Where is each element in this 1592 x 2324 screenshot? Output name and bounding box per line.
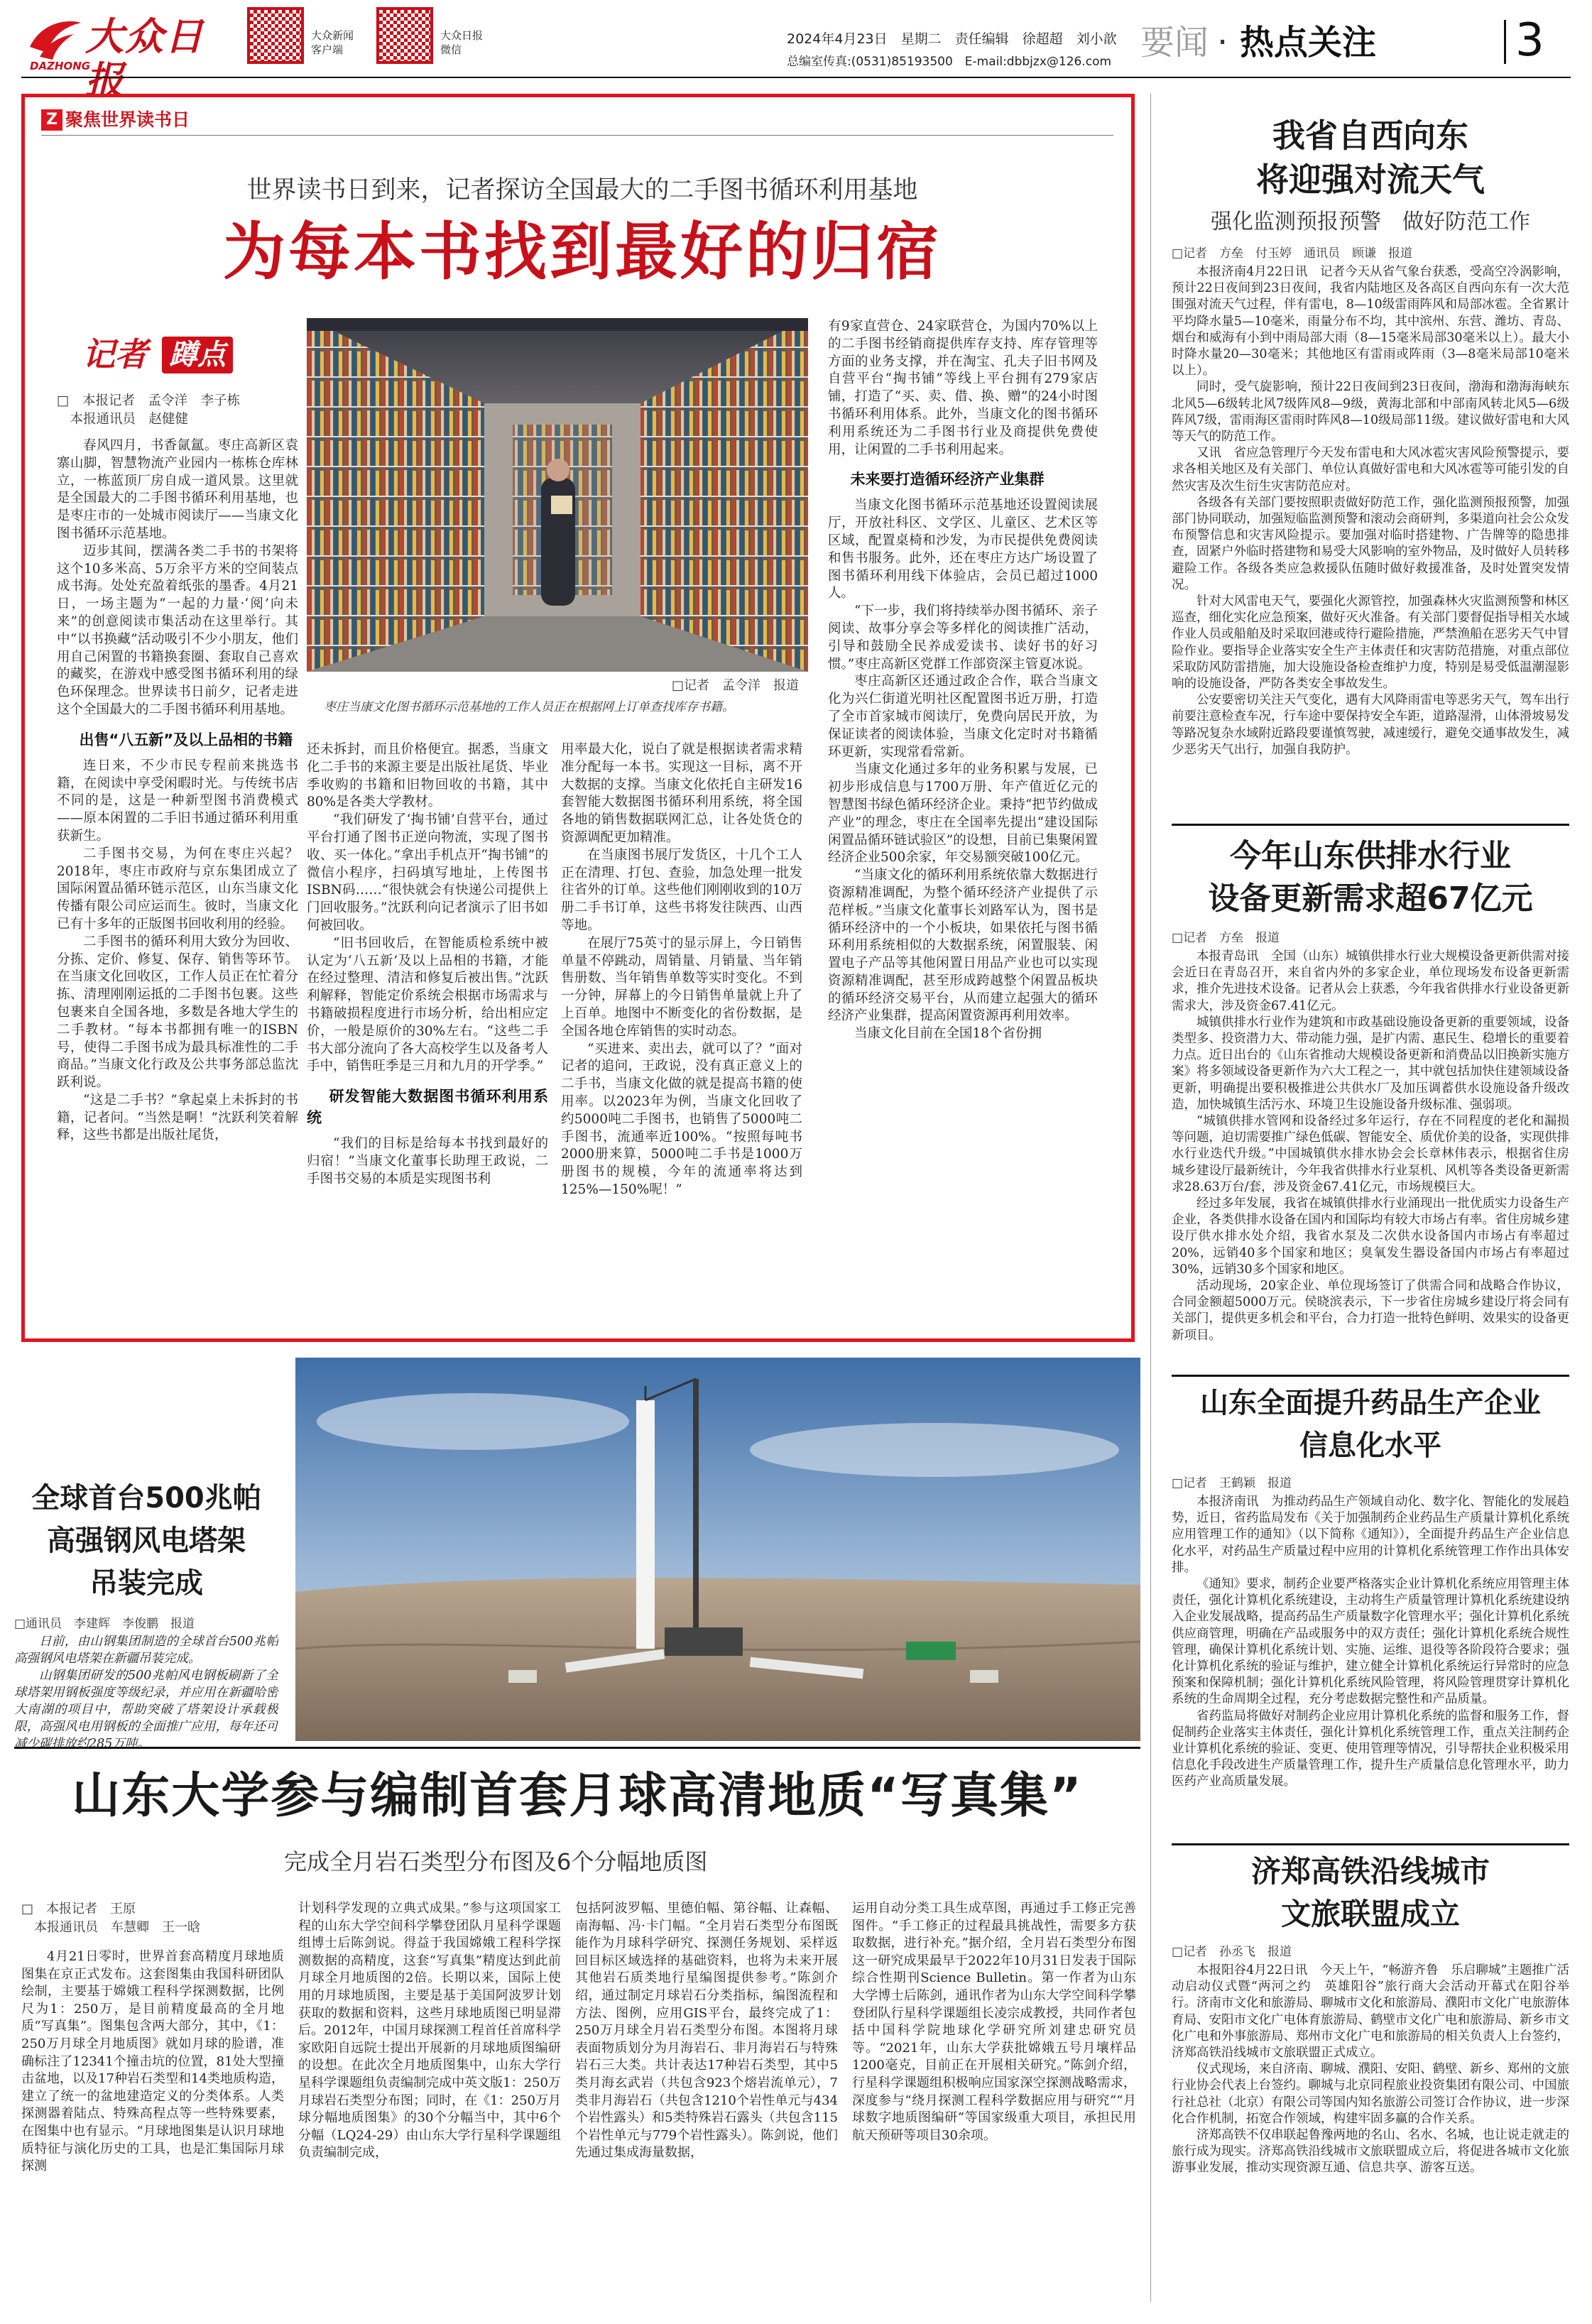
- feature-kicker: 世界读书日到来，记者探访全国最大的二手图书循环利用基地: [246, 176, 918, 204]
- weather-p3: 又讯 省应急管理厅今天发布雷电和大风冰雹灾害风险预警提示，要求各相关地区及有关部门、单位认真做好雷电和大风冰雹等可能引发的自然灾害及次生衍生灾害防范应对。: [1172, 446, 1569, 493]
- bookshelf-illustration: [307, 318, 808, 672]
- weather-headline-2: 将迎强对流天气: [1256, 160, 1485, 199]
- weather-headline-1: 我省自西向东: [1272, 116, 1468, 155]
- wind-p2: 山钢集团研发的500兆帕风电钢板刷新了全球塔架用钢板强度等级纪录，并应用在新疆哈密大南湖的项目中，帮助突破了塔架设计承载极限，高强风电用钢板的全面推广应用，每年还可减少碳排放约285万吨。: [14, 1669, 278, 1751]
- tag-z-icon: Z: [41, 109, 62, 131]
- desert-crane-illustration: [295, 1358, 1140, 1741]
- page-number-divider: [1504, 20, 1506, 64]
- moon-col1: 4月21日零时，世界首套高精度月球地质图集在京正式发布。这套图集由我国科研团队绘制，主要基于嫦娥工程科学探测数据，比例尺为1：250万，是目前精度最高的全月地质“写真集”。图集包含两大部分，其中，《1：250万月球全月地质图》就如月球的脸谱，准确标注了12341个撞击坑的位置，81处大型撞击盆地，以及17种岩石类型和14类地质构造，建立了统一的盆地建造定义的分类体系。人类探测器着陆点、特殊高程点等一些特殊要素，在图集中也有显示。“月球地图集是认识月球地质特征与演化历史的工具，也是汇集国际月球探测: [21, 1949, 284, 2174]
- moon-rule: [14, 1747, 1140, 1749]
- wind-tower-photo: [295, 1358, 1140, 1741]
- moon-col4: 运用自动分类工具生成草图，再通过手工修正完善图件。“手工修正的过程最具挑战性，需要多方获取数据，进行补充。”据介绍，全月岩石类型分布图这一研究成果最早于2022年10月31日发表于国际综合性期刊Science Bulletin。第一作者为山东大学博士后陈剑，通讯作者为山东大学空间科学攀登团队行星科学课题组长凌宗成教授，共同作者包括中国科学院地球化学研究所刘建忠研究员等。“2021年，山东大学获批嫦娥五号月壤样品1200毫克，目前正在开展相关研究。”陈剑介绍，行星科学课题组积极响应国家深空探测战略需求，深度参与“绕月探测工程科学数据应用与研究”“月球数字地质图编研”等国家级重大项目，承担民用航天预研等项目30余项。: [852, 1901, 1136, 2143]
- bookstore-photo: [307, 318, 808, 672]
- water-p4: 经过多年发展，我省在城镇供排水行业涌现出一批优质实力设备生产企业，各类供排水设备在国内和国际均有较大市场占有率。省住房城乡建设厅供水排水处介绍，我省水泵及二次供水设备国内市场占有率超过20%，远销40多个国家和地区；臭氧发生器设备国内市场占有率超过30%，远销30多个国家和地区。: [1172, 1196, 1569, 1277]
- moon-col3: 包括阿波罗幅、里德伯幅、第谷幅、让森幅、南海幅、冯·卡门幅。“全月岩石类型分布图既能作为月球科学研究、探测任务规划、采样返回目标区域选择的基础资料，也将为未来开展其他岩石质类地行星编图提供参考。”陈剑介绍，通过制定月球岩石分类指标，编图流程和方法、图例，应用GIS平台，最终完成了1：250万月球全月岩石类型分布图。本图将月球表面物质划分为月海岩石、非月海岩石与特殊岩石三大类。共计表达17种岩石类型，其中5类月海玄武岩（共包含923个熔岩流单元），7类非月海岩石（共包含1210个岩性单元与434个岩性露头）和5类特殊岩石露头（共包含115个岩性单元与779个岩性露头）。陈剑说，他们先通过集成海量数据，: [575, 1901, 838, 2161]
- weather-byline: □记者 方垒 付玉婷 通讯员 顾谦 报道: [1172, 246, 1413, 261]
- water-rule: [1172, 1375, 1569, 1377]
- right-column-divider: [1150, 94, 1151, 2302]
- moon-headline: 山东大学参与编制首套月球高清地质“写真集”: [72, 1768, 1083, 1824]
- water-headline-1: 今年山东供排水行业: [1230, 838, 1511, 874]
- badge-right: 蹲点: [162, 337, 233, 373]
- weather-subhead: 强化监测预报预警 做好防范工作: [1211, 209, 1530, 234]
- wind-headline-1: 全球首台500兆帕: [31, 1482, 261, 1515]
- pharma-p3: 省药监局将做好对制药企业应用计算机化系统的监督和服务工作，督促制药企业落实主体责任，强化计算机化系统管理工作，重点关注制药企业计算机化系统的验证、变更、使用管理等情况，引导帮扶企业积极采用信息化手段改进生产质量管理工作，提升生产质量信息化管理水平，助力医药产业高质量发展。: [1172, 1708, 1569, 1789]
- masthead: [0, 0, 1592, 103]
- water-p2: 城镇供排水行业作为建筑和市政基础设施设备更新的重要领域，设备类型多、投资潜力大、带动能力强，是扩内需、惠民生、稳增长的重要着力点。近日出台的《山东省推动大规模设备更新和消费品以旧换新实施方案》将多领域设备更新作为六大工程之一，其中就包括加快住建领域设备更新，明确提出要积极推进公共供水厂及加压调蓄供水设施设备升级改造，加快城镇生活污水、环境卫生设施设备升级标准、强弱项。: [1172, 1015, 1569, 1112]
- pharma-article: [1172, 1382, 1569, 1843]
- weather-p6: 公安要密切关注天气变化，遇有大风降雨雷电等恶劣天气，驾车出行前要注意检查车况，行车途中要保持安全车距，道路湿滑，山体滑坡易发等路况复杂水域附近路段要谨慎驾驶，减速缓行，避免交通事故发生，减少恶劣天气出行，加强自我防护。: [1172, 693, 1569, 757]
- logo-text: 大众日报: [85, 13, 205, 103]
- qr-client-label: 大众新闻 客户端: [311, 29, 354, 56]
- column-label: 热点关注: [1240, 23, 1377, 62]
- wind-headline-3: 吊装完成: [89, 1567, 203, 1600]
- wind-headline-2: 高强钢风电塔架: [47, 1524, 246, 1557]
- feature-col4: 有9家直营仓、24家联营仓，为国内70%以上的二手图书经销商提供库存支持、库存管理等方面的业务支撑，并在淘宝、孔夫子旧书网及自营平台“掏书铺”等线上平台拥有279家店铺，打造了“买、卖、借、换、赠”的24小时图书循环利用体系。此外，当康文化的图书循环利用系统还为二手图书行业及商提供免费使用，让闲置的二手书利用起来。 未来要打造循环经济产业集群 当康文化图书循环示范基地还设置阅读展厅，开放社科区、文学区、儿童区、艺术区等区域，配置桌椅和沙发，为市民提供免费阅读和售书服务。此外，还在枣庄方达广场设置了图书循环利用线下体验店，会员已超过1000人。 “下一步，我们将持续举办图书循环、亲子阅读、故事分享会等多样化的阅读推广活动，引导和鼓励全民养成爱读书、读好书的好习惯。”枣庄高新区党群工作部资深主管夏冰说。 枣庄高新区还通过政企合作，联合当康文化为兴仁街道光明社区配置图书近万册，打造了全市首家城市阅读厅，免费向居民开放，为保证读者的阅读体验，当康文化定时对书籍循环更新，实现常看常新。 当康文化通过多年的业务积累与发展，已初步形成信息与1700万册、年产值近亿元的智慧图书绿色循环经济企业。秉持“把节约做成产业”的理念，枣庄在全国率先提出“建设国际闲置品循环链试验区”的设想，目前已集聚闲置经济企业500余家，年交易额突破100亿元。 “当康文化的循环利用系统依靠大数据进行资源精准调配，为整个循环经济产业提供了示范样板。”当康文化董事长刘路军认为，图书是循环经济中的一个小板块，如果依托与图书循环利用系统相似的大数据系统，闲置服装、闲置电子产品等其他闲置日用品产业也可以实现资源精准调配，甚至形成跨越整个闲置品板块的循环经济交易平台，从而建立起强大的循环经济产业集群，提高闲置资源再利用效率。 当康文化目前在全国18个省份拥: [828, 319, 1098, 1042]
- rail-byline: □记者 孙丞飞 报道: [1172, 1945, 1292, 1959]
- pharma-p1: 本报济南讯 为推动药品生产领域自动化、数字化、智能化的发展趋势，近日，省药监局发布《关于加强制药企业药品生产质量计算机化系统应用管理工作的通知》（以下简称《通知》），全面提升药品生产企业信息化水平，对药品生产质量过程中应用的计算机化系统管理工作作出具体安排。: [1172, 1495, 1569, 1575]
- contact-line: 总编室传真:(0531)85193500 E-mail:dbbjzx@126.com: [787, 55, 1112, 69]
- photo-credit: □记者 孟令洋 报道: [672, 678, 800, 693]
- wind-p1: 日前，由山钢集团制造的全球首台500兆帕高强钢风电塔架在新疆吊装完成。: [14, 1635, 278, 1666]
- feature-subhead-3: 未来要打造循环经济产业集群: [850, 471, 1045, 489]
- rail-p1: 本报阳谷4月22日讯 今天上午，“畅游齐鲁 乐启聊城”主题推广活动启动仪式暨“两河之约 英雄阳谷”旅行商大会活动开幕式在阳谷举行。济南市文化和旅游局、聊城市文化和旅游局、濮阳市文化广电旅游体育局、安阳市文化广电体育旅游局、鹤壁市文化广电和旅游局、新乡市文化广电和外事旅游局、郑州市文化广电和旅游局的相关负责人上台签约，济郑高铁沿线城市文旅联盟正式成立。: [1172, 1963, 1569, 2061]
- rail-headline-2: 文旅联盟成立: [1280, 1897, 1460, 1931]
- section-label: 要闻: [1140, 23, 1209, 62]
- water-p3: “城镇供排水管网和设备经过多年运行，存在不同程度的老化和漏损等问题，迫切需要推广绿色低碳、智能安全、质优价美的设备，实现供排水行业迭代升级。”中国城镇供水排水协会会长章林伟表示，根据省住房城乡建设厅最新统计，今年我省供排水行业泵机、风机等各类设备更新需求28.63万台/套，涉及资金67.41亿元，市场规模巨大。: [1172, 1114, 1569, 1194]
- weather-p4: 各级各有关部门要按照职责做好防范工作，强化监测预报预警，加强部门协同联动，加强短临监测预警和滚动会商研判，多渠道向社会公众发布预警信息和灾害风险提示。要加强对临时搭建物、广告牌等的隐患排查，固紧户外临时搭建物和易受大风影响的室外物品，及时做好人员转移避险工作。各级各类应急救援队伍随时做好救援准备，及时处置突发情况。: [1172, 495, 1569, 592]
- date-line: 2024年4月23日 星期二 责任编辑 徐超超 刘小歆: [787, 31, 1117, 47]
- feature-col1: 春风四月，书香氤氲。枣庄高新区袁寨山脚，智慧物流产业园内一栋栋仓库林立，一栋蓝顶厂房自成一道风景。这里就是全国最大的二手图书循环利用基地，也是枣庄市的一处城市阅读厅——当康文化图书循环示范基地。 迈步其间，摆满各类二手书的书架将这个10多米高、5万余平方米的空间装点成书海。处处充盈着纸张的墨香。4月21日，一场主题为“一起的力量·‘阅’向未来”的创意阅读市集活动在这里举行。其中“以书换藏”活动吸引不少小朋友，他们用自己闲置的书籍换套圈、套取自己喜欢的藏奖，在游戏中感受图书循环利用的绿色环保理念。世界读书日前夕，记者走进这个全国最大的二手图书循环利用基地。 出售“八五新”及以上品相的书籍 连日来，不少市民专程前来挑选书籍，在阅读中享受闲暇时光。与传统书店不同的是，这是一种新型图书消费模式——原本闲置的二手旧书通过循环利用重获新生。 二手图书交易，为何在枣庄兴起？2018年，枣庄市政府与京东集团成立了国际闲置品循环链示范区，山东当康文化传播有限公司应运而生。彼时，当康文化已有十多年的正版图书回收利用的经验。 二手图书的循环利用大致分为回收、分拣、定价、修复、保存、销售等环节。在当康文化回收区，工作人员正在忙着分拣、清理刚刚运抵的二手图书包裹。这些包裹来自全国各地，多数是各地大学生的二手教材。“每本书都拥有唯一的ISBN号，使得二手图书成为最具标准性的二手商品。”当康文化行政及公共事务部总监沈跃利说。 “这是二手书？”拿起桌上未拆封的书籍，记者问。“当然是啊！”沈跃利笑着解释，这些书都是出版社尾货，: [57, 438, 298, 1143]
- feature-subhead-2: 研发智能大数据图书循环利用系统: [307, 1088, 548, 1127]
- weather-p5: 针对大风雷电天气，要强化火源管控，加强森林火灾监测预警和林区巡查，细化实化应急预案，做好灭火准备。有关部门要督促指导相关水域作业人员或船舶及时采取回港或待行避险措施，严禁渔船在恶劣天气中冒险作业。要指导企业落实安全生产主体责任和灾害防范措施，对重点部位采取防风防雷措施，加大设施设备检查维护力度，特别是易受低温潮湿影响的设施设备，严防各类安全事故发生。: [1172, 594, 1569, 692]
- masthead-rule: [21, 77, 1571, 78]
- photo-caption: 枣庄当康文化图书循环示范基地的工作人员正在根据网上订单查找库存书籍。: [324, 700, 734, 714]
- pharma-byline: □记者 王鹤颖 报道: [1172, 1476, 1292, 1490]
- water-article: [1172, 835, 1569, 1375]
- pharma-rule: [1172, 1843, 1569, 1845]
- weather-p2: 同时，受气旋影响，预计22日夜间到23日夜间，渤海和渤海海峡东北风5—6级转北风7级阵风8—9级，黄海北部和中部南风转北风5—6级阵风7级，雷雨海区雷雨时阵风8—10级局部11级。建议做好雷电和大风等天气的防范工作。: [1172, 380, 1569, 444]
- pharma-p2: 《通知》要求，制药企业要严格落实企业计算机化系统应用管理主体责任，强化计算机化系统建设，主动将生产质量管理计算机化系统建设纳入企业发展战略，提高药品生产质量数字化管理水平；强化计算机化系统供应商管理，明确在产品或服务中的双方责任；强化计算机化系统合规性管理，确保计算机化系统计划、实施、运维、退役等各阶段符合要求；强化计算机化系统的验证与维护，建立健全计算机化系统运行异常时的应急预案和保障机制；强化计算机化系统风险管理，将风险管理贯穿计算机化系统的生命周期全过程，充分考虑数据完整性和产品质量。: [1172, 1577, 1569, 1707]
- water-headline-2: 设备更新需求超67亿元: [1208, 880, 1533, 917]
- pharma-headline-1: 山东全面提升药品生产企业: [1200, 1387, 1541, 1419]
- badge-left: 记者: [82, 335, 148, 373]
- rail-article: [1172, 1850, 1569, 2305]
- moon-byline: □ 本报记者 王原 本报通讯员 车慧卿 王一晗: [21, 1902, 200, 1935]
- page-number: 3: [1515, 14, 1544, 67]
- pharma-headline-2: 信息化水平: [1299, 1429, 1441, 1462]
- logo-sub: DAZHONG: [30, 60, 91, 72]
- feature-headline: 为每本书找到最好的归宿: [222, 215, 942, 288]
- newspaper-logo: [27, 13, 233, 103]
- water-p5: 活动现场，20家企业、单位现场签订了供需合同和战略合作协议，合同金额超5000万元。侯晓滨表示，下一步省住房城乡建设厅将会同有关部门，提供更多机会和平台，合力打造一批特色鲜明、效果实的设备更新项目。: [1172, 1279, 1569, 1343]
- feature-subhead-1: 出售“八五新”及以上品相的书籍: [79, 731, 293, 748]
- rail-p2: 仪式现场，来自济南、聊城、濮阳、安阳、鹤壁、新乡、郑州的文旅行业协会代表上台签约。聊城与北京同程旅业投资集团有限公司、中国旅行社总社（北京）有限公司等国内知名旅游公司签订合作协议，进一步深化合作机制，拓宽合作领域，构建牢固多赢的合作关系。: [1172, 2062, 1569, 2126]
- feature-col3: 用率最大化，说白了就是根据读者需求精准分配每一本书。实现这一目标，离不开大数据的支撑。当康文化依托自主研发16套智能大数据图书循环利用系统，将全国各地的销售数据联网汇总，让各处货仓的资源调配更加精准。 在当康图书展厅发货区，十几个工人正在清理、打包、查验，加急处理一批发往省外的订单。这些他们刚刚收到的10万册二手书订单，这些书将发往陕西、山西等地。 在展厅75英寸的显示屏上，今日销售单量不停跳动，周销量、月销量、当年销售册数、当年销售单数等实时变化。不到一分钟，屏幕上的今日销售单量就上升了上百单。地图中不断变化的省份数据，是全国各地仓库销售的实时动态。 “买进来、卖出去，就可以了？”面对记者的追问，王政说，没有真正意义上的二手书，当康文化做的就是提高书籍的使用率。以2023年为例，当康文化回收了约5000吨二手图书，也销售了5000吨二手图书，流通率近100%。“按照每吨书2000册来算，5000吨二手书是1000万册图书的规模，今年的流通率将达到125%—150%呢！”: [561, 742, 802, 1197]
- wind-byline: □通讯员 李建辉 李俊鹏 报道: [14, 1617, 195, 1631]
- water-p1: 本报青岛讯 全国（山东）城镇供排水行业大规模设备更新供需对接会近日在青岛召开，来自省内外的多家企业，单位现场发布设备更新需求，推介先进技术设备。记者从会上获悉，今年我省供排水行业设备更新需求大，涉及资金67.41亿元。: [1172, 949, 1569, 1013]
- feature-byline: □ 本报记者 孟令洋 李子栋 本报通讯员 赵健健: [57, 393, 240, 427]
- weather-article: [1172, 114, 1569, 852]
- rail-headline-1: 济郑高铁沿线城市: [1250, 1854, 1490, 1889]
- water-byline: □记者 方垒 报道: [1172, 931, 1280, 945]
- logo-emblem-icon: [27, 16, 84, 62]
- moon-subhead: 完成全月岩石类型分布图及6个分幅地质图: [284, 1848, 708, 1875]
- weather-p1: 本报济南4月22日讯 记者今天从省气象台获悉，受高空冷涡影响，预计22日夜间到23日夜间，我省内陆地区及各高区自西向东有一次大范围强对流天气过程，伴有雷电，8—10级雷雨阵风和局部冰雹。全省累计平均降水量5—10毫米，雨量分布不均，其中滨州、东营、潍坊、青岛、烟台和威海有小到中雨局部大雨（8—15毫米局部30毫米以上）。最大小时降水量20—30毫米；其他地区有雷雨或阵雨（3—8毫米局部10毫米以上）。: [1172, 265, 1569, 378]
- reporter-badge: [82, 332, 244, 378]
- moon-col2: 计划科学发现的立典式成果。”参与这项国家工程的山东大学空间科学攀登团队月星科学课题组博士后陈剑说。得益于我国嫦娥工程科学探测数据的高精度，这套“写真集”精度达到此前月球全月地质图的2倍。长期以来，国际上使用的月球地质图，主要是基于美国阿波罗计划获取的数据和资料，这些月球地质图已明显滞后。2012年，中国月球探测工程首任首席科学家欧阳自远院士提出开展新的月球地质图编研的设想。在此次全月地质图集中，山东大学行星科学课题组负责编制完成中英文版1：250万月球岩石类型分布图；同时，在《1：250万月球分幅地质图集》的30个分幅当中，其中6个分幅（LQ24-29）由山东大学行星科学课题组负责编制完成，: [298, 1901, 561, 2161]
- feature-tag-label: 聚焦世界读书日: [65, 109, 190, 130]
- section-separator: ·: [1217, 23, 1228, 62]
- feature-tag-rule: [41, 135, 1113, 136]
- weather-rule: [1172, 824, 1569, 826]
- qr-code-wechat[interactable]: [376, 7, 433, 64]
- feature-col2: 还未拆封，而且价格便宜。据悉，当康文化二手书的来源主要是出版社尾货、毕业季收购的书籍和旧物回收的书籍，其中80%是各类大学教材。 “我们研发了‘掏书铺’自营平台，通过平台打通了图书正逆向物流，实现了图书收、买一体化。”拿出手机点开“掏书铺”的微信小程序，扫码填写地址，上传图书ISBN码……“很快就会有快递公司提供上门回收服务。”沈跃利向记者演示了旧书如何被回收。 “旧书回收后，在智能质检系统中被认定为‘八五新’及以上品相的书籍，才能在经过整理、清洁和修复后被出售。”沈跃利解释，智能定价系统会根据市场需求与书籍破损程度进行市场分析，给出相应定价，一般是原价的30%左右。“这些二手书大部分流向了各大高校学生以及备考人手中，销售旺季是三月和九月的开学季。” 研发智能大数据图书循环利用系统 “我们的目标是给每本书找到最好的归宿！”当康文化董事长助理王政说，二手图书交易的本质是实现图书利: [307, 742, 548, 1186]
- rail-p3: 济郑高铁不仅串联起鲁豫两地的名山、名水、名城，也让说走就走的旅行成为现实。济郑高铁沿线城市文旅联盟成立后，将促进各城市文化旅游事业发展，推动实现资源互通、信息共享、游客互送。: [1172, 2128, 1569, 2176]
- qr-code-client[interactable]: [247, 7, 304, 64]
- qr-wechat-label: 大众日报 微信: [440, 29, 484, 56]
